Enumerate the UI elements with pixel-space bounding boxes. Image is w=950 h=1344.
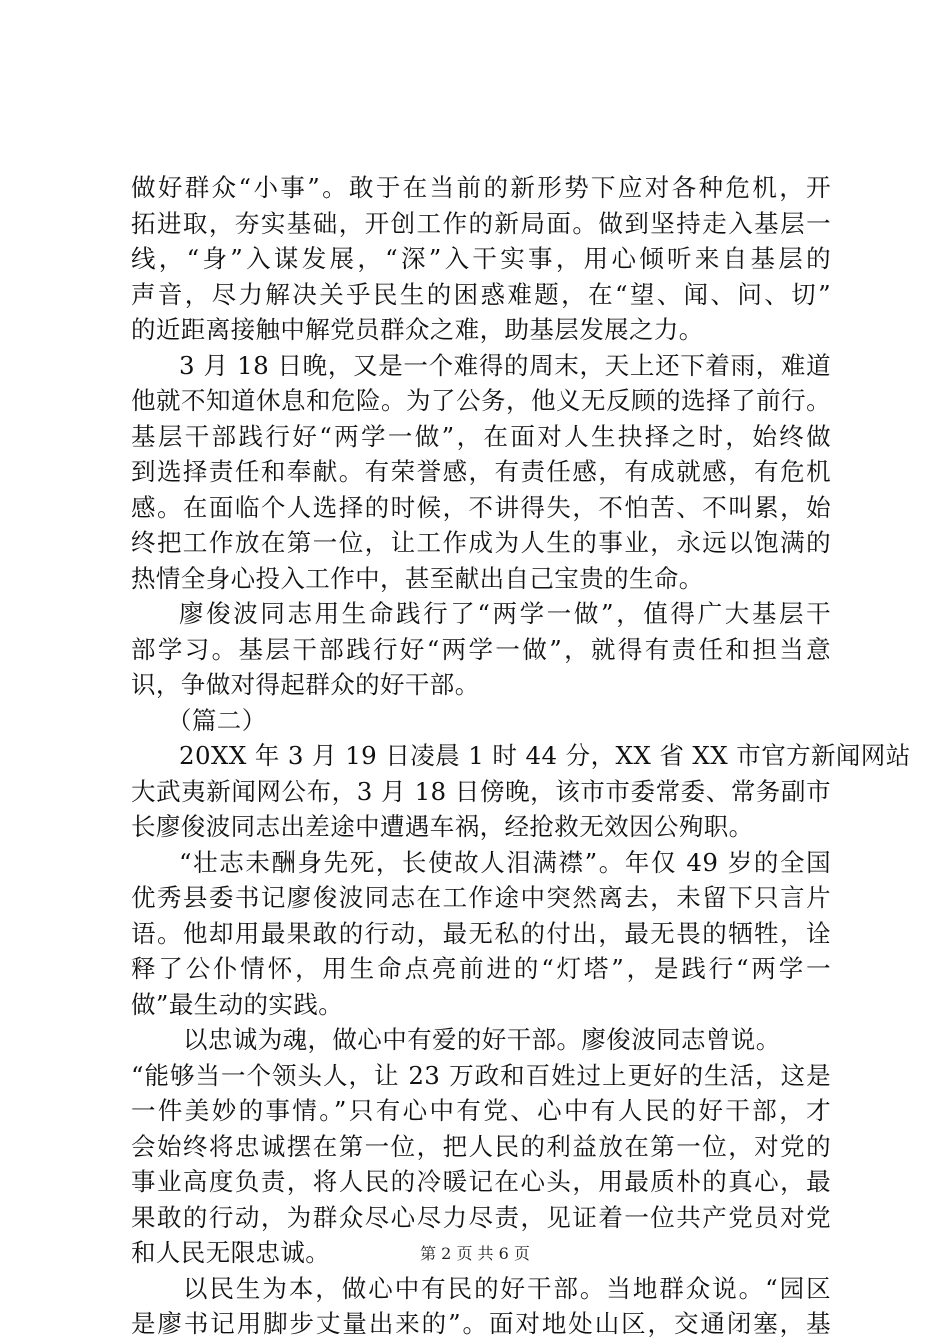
text-line: 长廖俊波同志出差途中遭遇车祸，经抢救无效因公殉职。 [131,812,754,841]
text-line: 基层干部践行好“两学一做”，在面对人生抉择之时，始终做 [131,421,831,451]
text-line: 的近距离接触中解党员群众之难，助基层发展之力。 [131,315,704,344]
document-body [131,170,911,1342]
text-line: 以民生为本，做心中有民的好干部。当地群众说。“园区 [183,1273,831,1303]
text-line: 声音，尽力解决关乎民生的困惑难题，在“望、闻、问、切” [131,279,831,309]
text-line: 他就不知道休息和危险。为了公务，他义无反顾的选择了前行。 [131,386,831,415]
text-line: 终把工作放在第一位，让工作成为人生的事业，永远以饱满的 [131,528,831,557]
text-line: 识，争做对得起群众的好干部。 [131,670,480,699]
text-line: “壮志未酬身先死，长使故人泪满襟”。年仅 49 岁的全国 [179,847,831,877]
text-line: 做”最生动的实践。 [131,989,344,1019]
text-line: 和人民无限忠诚。 [131,1238,331,1267]
text-line: 3 月 18 日晚，又是一个难得的周末，天上还下着雨，难道 [179,350,831,380]
page-footer: 第 2 页 共 6 页 [420,1244,530,1263]
text-line: 感。在面临个人选择的时候，不讲得失，不怕苦、不叫累，始 [131,492,831,522]
text-line: 做好群众“小事”。敢于在当前的新形势下应对各种危机，开 [131,173,831,202]
text-line: 事业高度负责，将人民的冷暖记在心头，用最质朴的真心，最 [131,1167,831,1196]
text-line: （篇二） [167,705,267,735]
text-line: 部学习。基层干部践行好“两学一做”，就得有责任和担当意 [131,634,831,664]
text-line: 是廖书记用脚步丈量出来的”。面对地处山区，交通闭塞，基 [131,1309,831,1338]
text-line: 20XX 年 3 月 19 日凌晨 1 时 44 分，XX 省 XX 市官方新闻网站 [179,741,911,770]
text-line: 热情全身心投入工作中，甚至献出自己宝贵的生命。 [131,563,704,593]
text-line: 到选择责任和奉献。有荣誉感，有责任感，有成就感，有危机 [131,457,831,486]
text-line: 拓进取，夯实基础，开创工作的新局面。做到坚持走入基层一 [131,208,831,238]
text-line: 语。他却用最果敢的行动，最无私的付出，最无畏的牺牲，诠 [131,918,831,948]
text-line: 大武夷新闻网公布，3 月 18 日傍晚，该市市委常委、常务副市 [131,776,831,806]
text-line: 线，“身”入谋发展，“深”入干实事，用心倾听来自基层的 [131,244,831,273]
text-line: 优秀县委书记廖俊波同志在工作途中突然离去，未留下只言片 [131,883,831,912]
text-line: 以忠诚为魂，做心中有爱的好干部。廖俊波同志曾说。 [183,1025,781,1054]
text-line: 廖俊波同志用生命践行了“两学一做”，值得广大基层干 [179,599,831,628]
text-line: 释了公仆情怀，用生命点亮前进的“灯塔”，是践行“两学一 [131,954,831,983]
text-line: 果敢的行动，为群众尽心尽力尽责，见证着一位共产党员对党 [131,1202,831,1232]
text-line: “能够当一个领头人，让 23 万政和百姓过上更好的生活，这是 [131,1060,831,1090]
text-line: 会始终将忠诚摆在第一位，把人民的利益放在第一位，对党的 [131,1131,831,1161]
text-line: 一件美妙的事情。”只有心中有党、心中有人民的好干部，才 [131,1096,831,1125]
